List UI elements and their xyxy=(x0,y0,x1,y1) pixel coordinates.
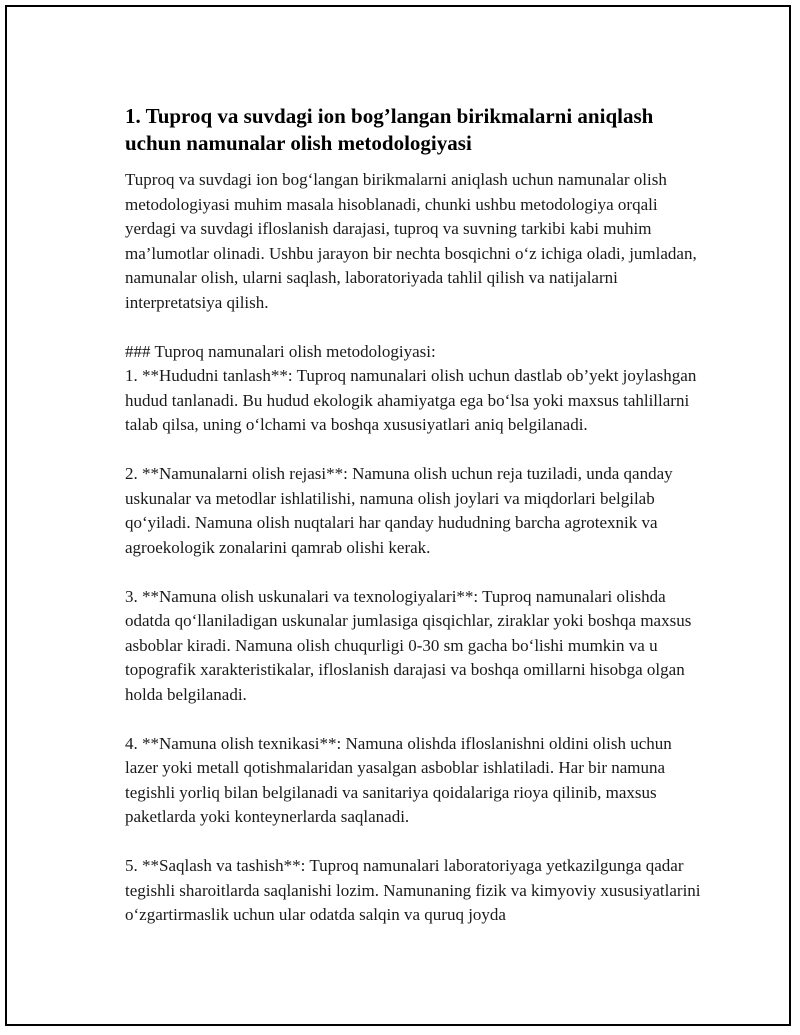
document-title: 1. Tuproq va suvdagi ion bog’langan birikmalarni aniqlash uchun namunalar olish metodologiyasi xyxy=(125,104,654,155)
document-content xyxy=(125,103,705,928)
page-frame xyxy=(5,5,791,1026)
document-body: Tuproq va suvdagi ion bog‘langan birikmalarni aniqlash uchun namunalar olish metodologiyasi muhim masala hisoblanadi, chunki ushbu metodologiya orqali yerdagi va suvdagi ifloslanish darajasi, tuproq va suvning tarkibi kabi muhim ma’lumotlar olinadi. Ushbu jarayon bir nechta bosqichni o‘z ichiga oladi, jumladan, namunalar olish, ularni saqlash, laboratoriyada tahlil qilish va natijalarni interpretatsiya qilish. ### Tuproq namunalari olish metodologiyasi: 1. **Hududni tanlash**: Tuproq namunalari olish uchun dastlab ob’yekt joylashgan hudud tanlanadi. Bu hudud ekologik ahamiyatga ega bo‘lsa yoki maxsus tahlillarni talab qilsa, uning o‘lchami va boshqa xususiyatlari aniq belgilanadi. 2. **Namunalarni olish rejasi**: Namuna olish uchun reja tuziladi, unda qanday uskunalar va metodlar ishlatilishi, namuna olish joylari va miqdorlari belgilab qo‘yiladi. Namuna olish nuqtalari har qanday hududning barcha agrotexnik va agroekologik zonalarini qamrab olishi kerak. 3. **Namuna olish uskunalari va texnologiyalari**: Tuproq namunalari olishda odatda qo‘llaniladigan uskunalar jumlasiga qisqichlar, ziraklar yoki boshqa maxsus asboblar kiradi. Namuna olish chuqurligi 0-30 sm gacha bo‘lishi mumkin va u topografik xarakteristikalar, ifloslanish darajasi va boshqa omillarni hisobga olgan holda belgilanadi. 4. **Namuna olish texnikasi**: Namuna olishda ifloslanishni oldini olish uchun lazer yoki metall qotishmalaridan yasalgan asboblar ishlatiladi. Har bir namuna tegishli yorliq bilan belgilanadi va sanitariya qoidalariga rioya qilinib, maxsus paketlarda yoki konteynerlarda saqlanadi. 5. **Saqlash va tashish**: Tuproq namunalari laboratoriyaga yetkazilgunga qadar tegishli sharoitlarda saqlanishi lozim. Namunaning fizik va kimyoviy xususiyatlarini o‘zgartirmaslik uchun ular odatda salqin va quruq joyda xyxy=(125,170,701,924)
